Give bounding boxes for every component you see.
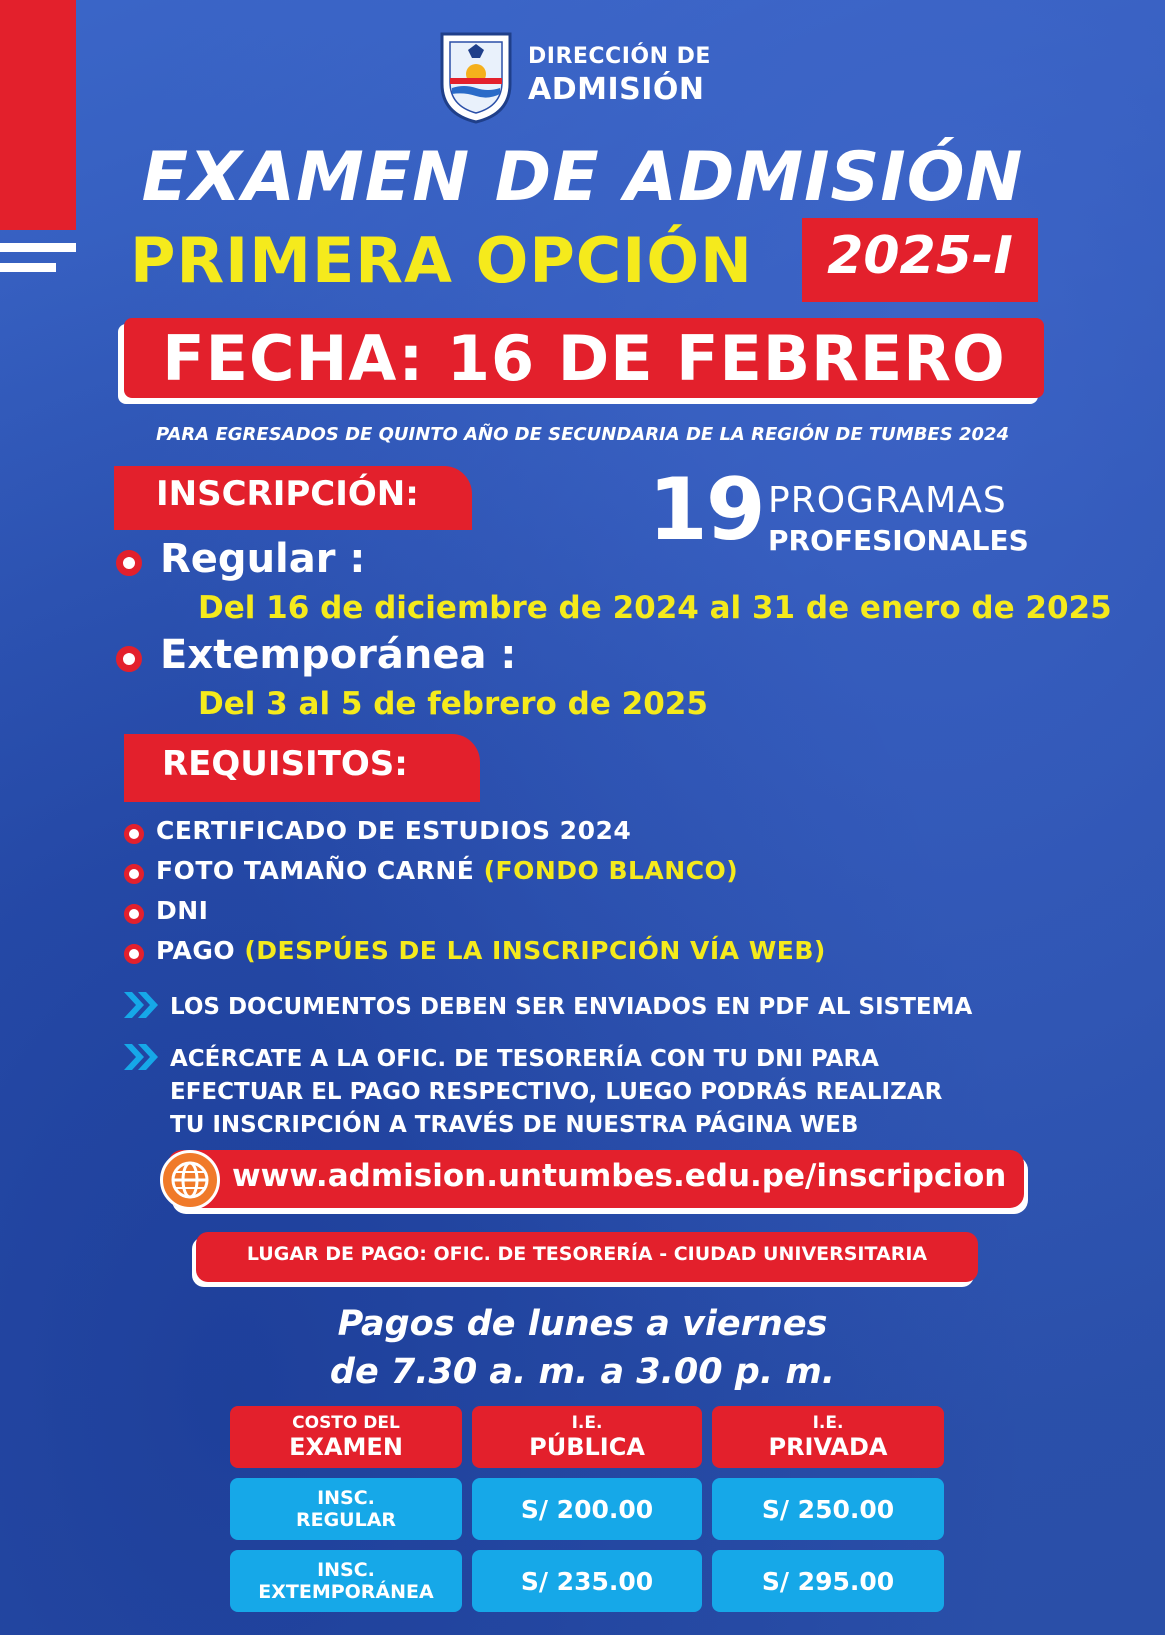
note-payment-line: TU INSCRIPCIÓN A TRAVÉS DE NUESTRA PÁGINA WEB [170,1112,859,1138]
table-header-publica: I.E. PÚBLICA [472,1406,702,1468]
requisitos-heading: REQUISITOS: [124,734,480,802]
table-row-label: INSC. REGULAR [230,1478,462,1540]
chevron-right-icon [122,1042,160,1072]
exam-title: EXAMEN DE ADMISIÓN [141,138,1024,217]
university-logo [438,28,514,124]
regular-label: Regular : [160,536,366,582]
requirement-item: DNI [156,896,209,925]
website-link[interactable]: www.admision.untumbes.edu.pe/inscripcion [232,1158,1007,1194]
regular-dates: Del 16 de diciembre de 2024 al 31 de enero de 2025 [198,590,1112,626]
programs-label: PROGRAMAS [768,480,1007,521]
requirement-item: CERTIFICADO DE ESTUDIOS 2024 [156,816,632,845]
direction-label: DIRECCIÓN DE [528,44,711,69]
programs-sublabel: PROFESIONALES [768,524,1029,557]
date-text: FECHA: 16 DE FEBRERO [162,322,1006,395]
bullet-icon [124,864,144,884]
decorative-stripe [0,243,76,252]
chevron-right-icon [122,990,160,1020]
table-row-label: INSC. EXTEMPORÁNEA [230,1550,462,1612]
payment-place-text: LUGAR DE PAGO: OFIC. DE TESORERÍA - CIUDAD UNIVERSITARIA [246,1243,928,1265]
table-header-privada: I.E. PRIVADA [712,1406,944,1468]
price-cell: S/ 250.00 [712,1478,944,1540]
bullet-icon [124,824,144,844]
subtitle: PARA EGRESADOS DE QUINTO AÑO DE SECUNDARIA DE LA REGIÓN DE TUMBES 2024 [155,424,1010,445]
admission-label: ADMISIÓN [528,72,705,107]
price-cell: S/ 295.00 [712,1550,944,1612]
decorative-stripe [0,263,56,272]
payment-hours: de 7.30 a. m. a 3.00 p. m. [329,1352,836,1392]
bullet-icon [116,550,142,576]
table-header-costo: COSTO DEL EXAMEN [230,1406,462,1468]
programs-count: 19 [648,460,764,560]
note-payment-line: ACÉRCATE A LA OFIC. DE TESORERÍA CON TU DNI PARA [170,1046,879,1072]
payment-days: Pagos de lunes a viernes [337,1304,828,1344]
price-cell: S/ 235.00 [472,1550,702,1612]
note-payment-line: EFECTUAR EL PAGO RESPECTIVO, LUEGO PODRÁS REALIZAR [170,1079,943,1105]
bullet-icon [124,944,144,964]
inscripcion-heading: INSCRIPCIÓN: [114,466,472,530]
year-text: 2025-I [827,226,1013,286]
globe-icon [160,1150,220,1210]
bullet-icon [116,646,142,672]
option-title: PRIMERA OPCIÓN [130,224,753,297]
bullet-icon [124,904,144,924]
requirement-item: PAGO (DESPÚES DE LA INSCRIPCIÓN VÍA WEB) [156,936,826,965]
note-documents: LOS DOCUMENTOS DEBEN SER ENVIADOS EN PDF AL SISTEMA [170,994,973,1020]
extemporanea-dates: Del 3 al 5 de febrero de 2025 [198,686,708,722]
requirement-item: FOTO TAMAÑO CARNÉ (FONDO BLANCO) [156,856,739,885]
price-cell: S/ 200.00 [472,1478,702,1540]
extemporanea-label: Extemporánea : [160,632,517,678]
